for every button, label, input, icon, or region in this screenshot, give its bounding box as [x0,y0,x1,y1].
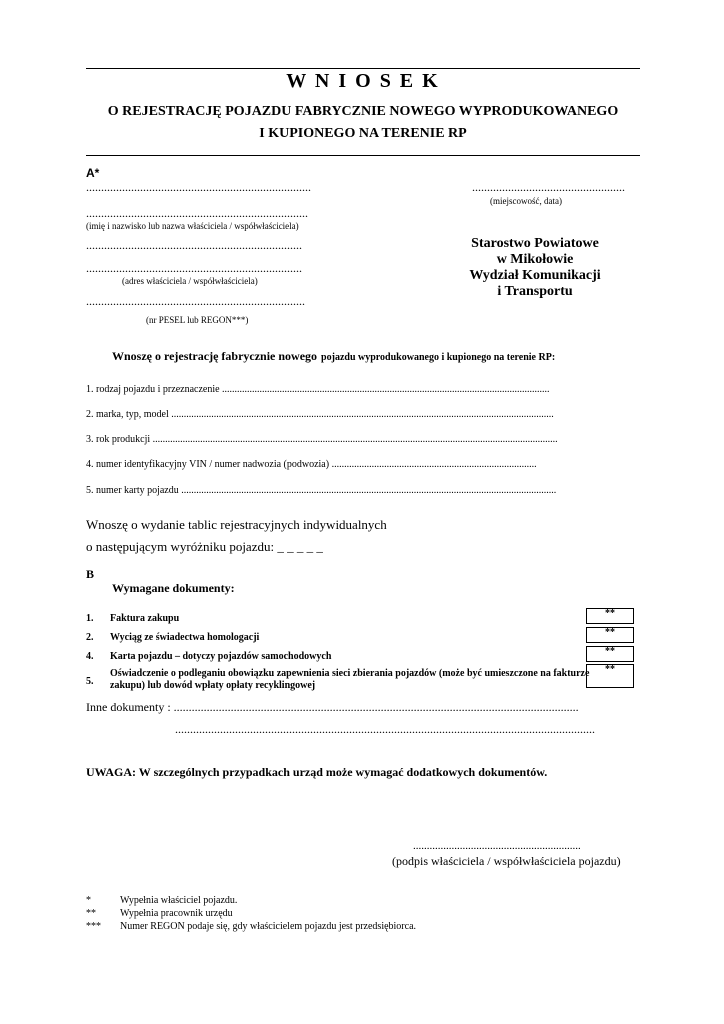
other-documents-field-line2[interactable]: ............................................................................................................................................ [175,722,595,736]
footnote-mark: * [86,895,91,906]
notice-text: UWAGA: W szczególnych przypadkach urząd może wymagać dodatkowych dokumentów. [86,765,548,779]
place-date-caption: (miejscowość, data) [490,196,562,206]
request-lead-bold: Wnoszę o rejestrację fabrycznie nowego [112,349,318,363]
form-title: W N I O S E K [286,70,440,92]
form-subtitle-line2: I KUPIONEGO NA TERENIE RP [259,126,467,141]
document-number: 5. [86,676,94,687]
address-caption: (adres właściciela / współwłaściciela) [122,276,258,286]
footnote-mark: ** [86,908,96,919]
make-model-field[interactable]: 2. marka, typ, model ......................................................................................................................................................... [86,409,554,420]
other-documents-field-line1[interactable]: Inne dokumenty : ....................................................................................................................................... [86,700,579,714]
request-lead [112,347,555,365]
owner-name-caption: (imię i nazwisko lub nazwa właściciela / współwłaściciela) [86,221,299,231]
form-subtitle-line1: O REJESTRACJĘ POJAZDU FABRYCZNIE NOWEGO WYPRODUKOWANEGO [107,104,619,119]
section-a-label: A* [86,166,100,180]
vehicle-card-field[interactable]: 5. numer karty pojazdu ...................................................................................................................................................... [86,485,557,496]
section-b-label: B [86,567,95,581]
plates-request-line2[interactable]: o następującym wyróżniku pojazdu: _ _ _ _ _ [86,539,323,554]
office-name-line2: w Mikołowie [496,252,574,267]
document-text: Oświadczenie o podleganiu obowiązku zapewnienia sieci zbierania pojazdów (może być umieszczone na fakturze zakupu) lub dowód wpłaty opłaty recyklingowej [110,668,590,691]
footnote-text: Numer REGON podaje się, gdy właścicielem pojazdu jest przedsiębiorca. [120,921,417,932]
document-check-box-5[interactable]: ** [586,664,634,688]
document-number: 4. [86,651,94,662]
footnote-mark: *** [86,921,101,932]
document-check-box-4[interactable]: ** [586,646,634,662]
header-bottom-rule [86,155,640,156]
request-lead-rest: pojazdu wyprodukowanego i kupionego na terenie RP: [321,352,556,363]
vin-field[interactable]: 4. numer identyfikacyjny VIN / numer nadwozia (podwozia) .................................................................................. [86,459,537,470]
place-date-field[interactable]: ................................................... [472,180,625,194]
document-text: Karta pojazdu – dotyczy pojazdów samochodowych [110,651,332,662]
office-name-line4: i Transportu [497,284,573,299]
address-field-line1[interactable]: ........................................................................ [86,238,302,252]
footnote-text: Wypełnia właściciel pojazdu. [120,895,238,906]
top-rule [86,68,640,69]
pesel-field[interactable]: ......................................................................... [86,294,305,308]
signature-caption: (podpis właściciela / współwłaściciela pojazdu) [392,854,621,868]
office-name-line1: Starostwo Powiatowe [471,236,599,251]
pesel-caption: (nr PESEL lub REGON***) [146,315,249,325]
document-number: 1. [86,613,94,624]
plates-request-line1: Wnoszę o wydanie tablic rejestracyjnych indywidualnych [86,517,387,532]
owner-name-field-line1[interactable]: ........................................................................... [86,180,311,194]
document-text: Wyciąg ze świadectwa homologacji [110,632,260,643]
document-check-box-2[interactable]: ** [586,627,634,643]
office-name-line3: Wydział Komunikacji [469,268,601,283]
owner-name-field-line2[interactable]: .......................................................................... [86,206,308,220]
document-check-box-1[interactable]: ** [586,608,634,624]
production-year-field[interactable]: 3. rok produkcji .................................................................................................................................................................. [86,434,558,445]
signature-field[interactable]: ............................................................. [413,840,581,852]
document-number: 2. [86,632,94,643]
footnote-text: Wypełnia pracownik urzędu [120,908,233,919]
required-documents-heading: Wymagane dokumenty: [112,581,235,595]
address-field-line2[interactable]: ........................................................................ [86,261,302,275]
document-text: Faktura zakupu [110,613,180,624]
vehicle-type-field[interactable]: 1. rodzaj pojazdu i przeznaczenie ................................................................................................................................... [86,384,550,395]
